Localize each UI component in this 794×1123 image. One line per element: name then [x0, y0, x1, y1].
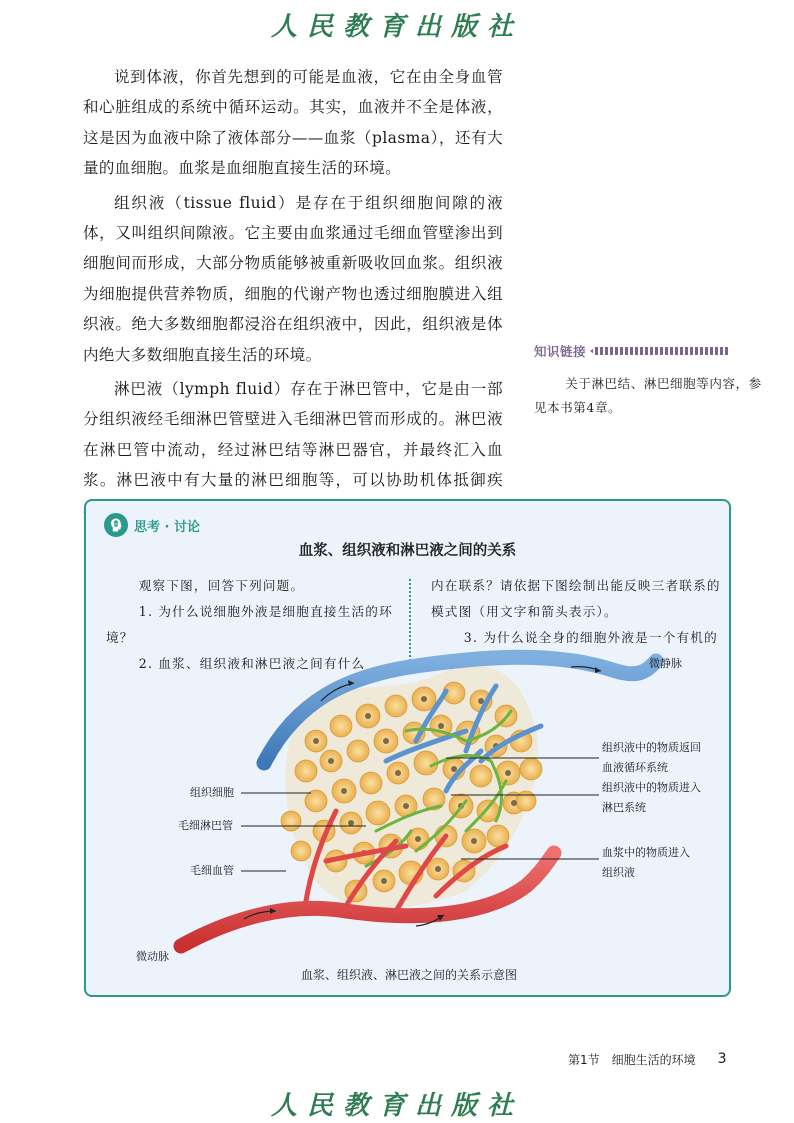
paragraph-blood: 说到体液，你首先想到的可能是血液，它在由全身血管和心脏组成的系统中循环运动。其实，血液并不全是体液，这是因为血液中除了液体部分——血浆（plasma），还有大量的血细胞。血浆是血细胞直接生活的环境。: [83, 68, 503, 178]
question-2-part2: 内在联系？请依据下图绘制出能反映三者联系的模式图（用文字和箭头表示）。: [431, 578, 721, 619]
discussion-label: 思考 · 讨论: [134, 519, 200, 535]
label-return-blood-line2: 血液循环系统: [602, 761, 668, 774]
question-1: 1. 为什么说细胞外液是细胞直接生活的环境？: [106, 604, 393, 645]
page-number: 3: [717, 1051, 727, 1067]
label-enter-lymph-line2: 淋巴系统: [602, 801, 646, 814]
discussion-box: [84, 499, 731, 997]
label-plasma-to-tissue: [602, 843, 690, 883]
question-3: 3. 为什么说全身的细胞外液是一个有机的整体？: [431, 630, 718, 671]
page-footer: [568, 1051, 727, 1068]
footer-section-title: 细胞生活的环境: [611, 1053, 696, 1067]
chevron-decoration-icon: [590, 347, 730, 355]
knowledge-link-note: [534, 342, 762, 420]
discussion-intro: 观察下图，回答下列问题。: [138, 578, 305, 593]
label-enter-lymph-line1: 组织液中的物质进入: [602, 781, 701, 794]
publisher-logo: 人民教育出版社: [270, 12, 523, 42]
note-title: 知识链接: [534, 344, 587, 359]
diagram-caption: 血浆、组织液、淋巴液之间的关系示意图: [301, 968, 518, 982]
question-2-part1: 2. 血浆、组织液和淋巴液之间有什么: [138, 656, 366, 671]
label-return-blood: [602, 738, 701, 778]
paragraph-tissue-fluid: 组织液（tissue fluid）是存在于组织细胞间隙的液体，又叫组织间隙液。它主要由血浆通过毛细血管壁渗出到细胞间而形成，大部分物质能够被重新吸收回血浆。组织液为细胞提供营养物质，细胞的代谢产物也透过细胞膜进入组织液。绝大多数细胞都浸浴在组织液中，因此，组织液是体内绝大多数细胞直接生活的环境。: [83, 193, 503, 364]
footer-section: 第1节: [568, 1053, 600, 1067]
discussion-title: 血浆、组织液和淋巴液之间的关系: [298, 543, 517, 559]
label-tissue-cell: 组织细胞: [190, 786, 234, 799]
note-text: 关于淋巴结、淋巴细胞等内容，参见本书第4章。: [534, 376, 762, 415]
label-plasma-to-tissue-line1: 血浆中的物质进入: [602, 846, 690, 859]
label-enter-lymph: [602, 778, 701, 818]
main-text: [83, 62, 503, 526]
label-return-blood-line1: 组织液中的物质返回: [602, 741, 701, 754]
label-plasma-to-tissue-line2: 组织液: [602, 866, 635, 879]
label-venule: 微静脉: [649, 657, 682, 670]
label-blood-capillary: 毛细血管: [190, 864, 234, 877]
publisher-logo-footer: 人民教育出版社: [270, 1091, 523, 1121]
label-arteriole: 微动脉: [136, 950, 169, 963]
paragraph-lymph: 淋巴液（lymph fluid）存在于淋巴管中，它是由一部分组织液经毛细淋巴管壁进入毛细淋巴管而形成的。淋巴液在淋巴管中流动，经过淋巴结等淋巴器官，并最终汇入血浆。淋巴液中有大量的淋巴细胞等，可以协助机体抵御疾: [83, 380, 503, 490]
label-lymph-capillary: 毛细淋巴管: [178, 819, 233, 832]
